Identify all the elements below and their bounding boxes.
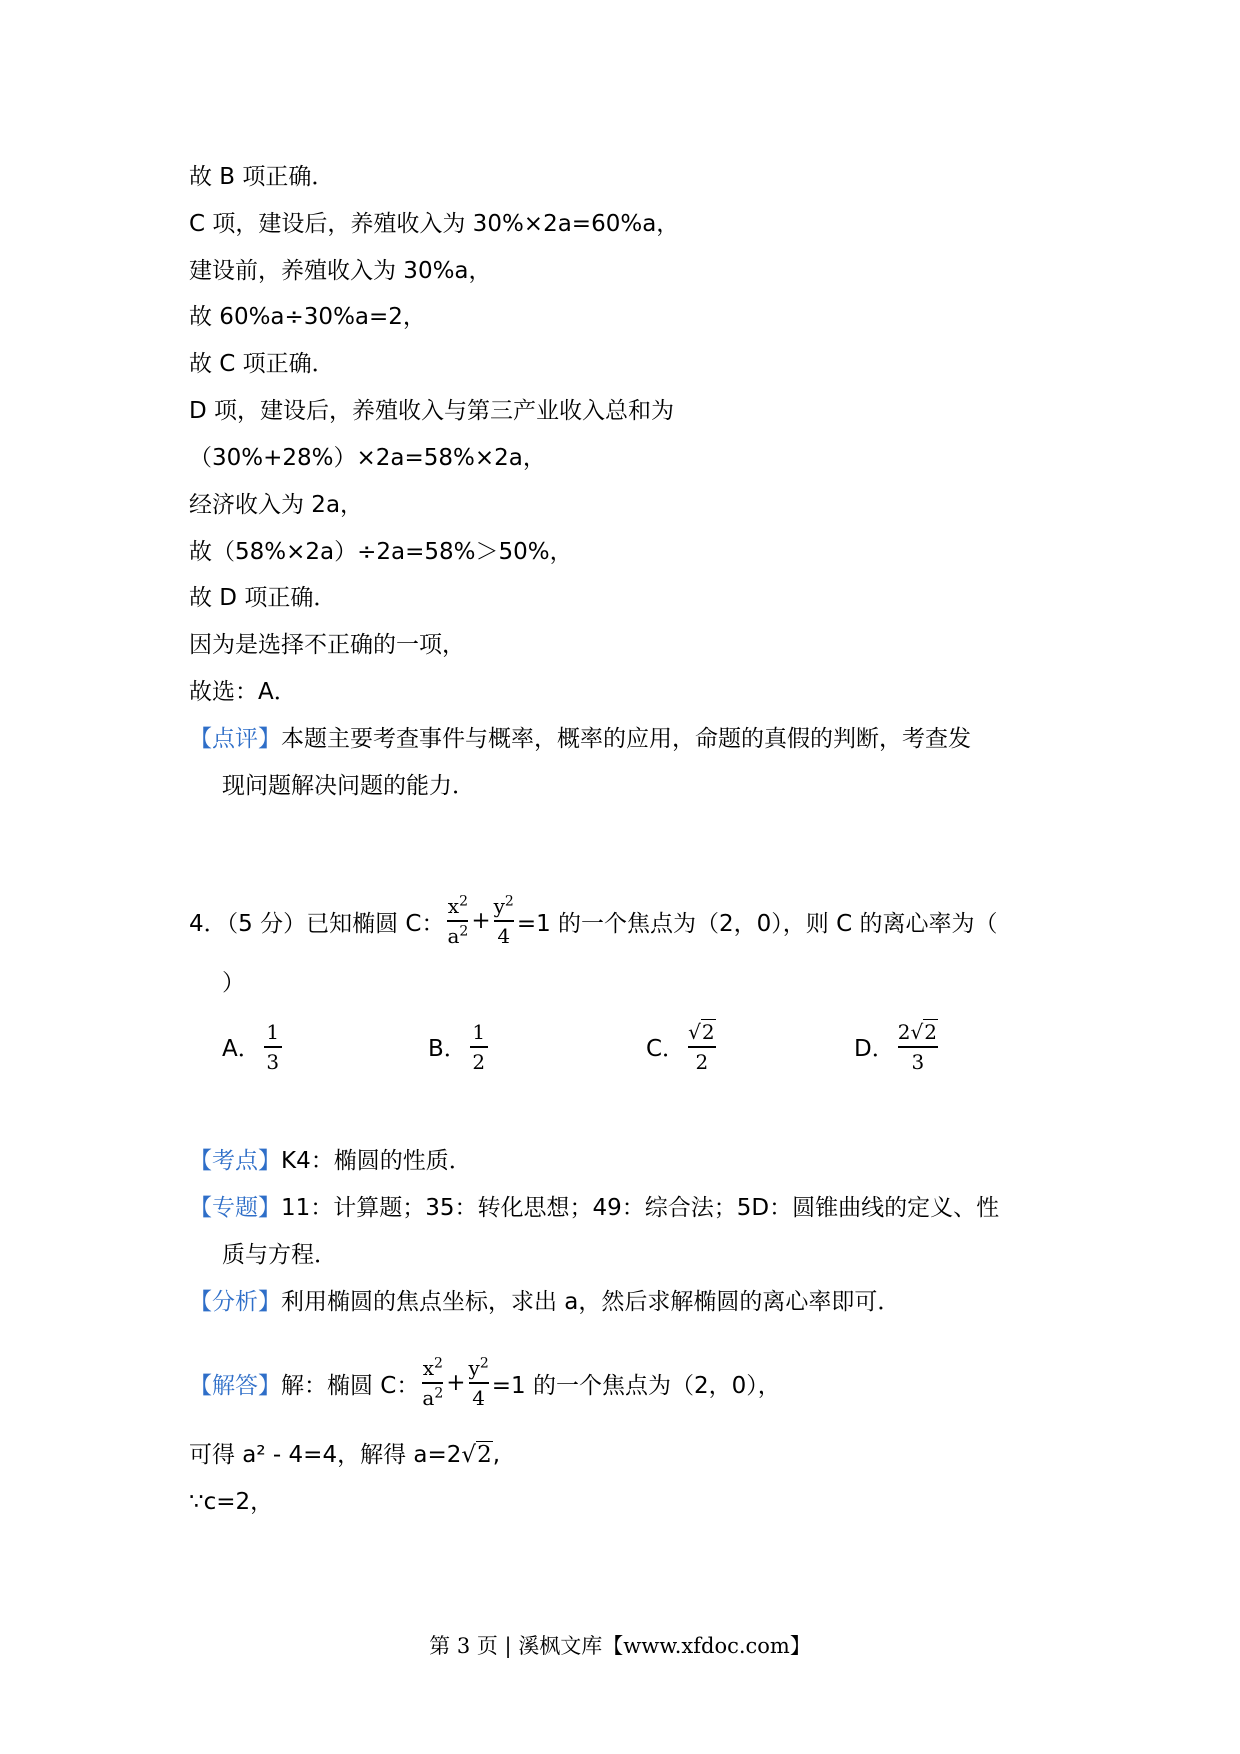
text-line: 故 D 项正确． [189, 585, 337, 611]
text-line: 故 60%a÷30%a=2， [189, 304, 426, 330]
text-line: C 项，建设后，养殖收入为 30%×2a=60%a， [189, 211, 680, 237]
question-close: ） [222, 970, 245, 996]
text-line: 因为是选择不正确的一项， [189, 632, 465, 658]
fenxi-line: 【分析】利用椭圆的焦点坐标，求出 a，然后求解椭圆的离心率即可． [189, 1289, 901, 1315]
option-a: A． $\frac{1}{3}$ [222, 1022, 285, 1072]
fraction-y2-4: $\frac{y^2}{4}$ [468, 1355, 489, 1410]
question-tail: =1 的一个焦点为（2，0），则 C 的离心率为（ [516, 910, 998, 937]
text-line: 建设前，养殖收入为 30%a， [189, 258, 492, 284]
text-line: 经济收入为 2a， [189, 492, 364, 518]
option-d: D． $\frac{2√2}{3}$ [854, 1020, 937, 1074]
text-line: 故（58%×2a）÷2a=58%＞50%， [189, 539, 573, 565]
zhuanti-line: 【专题】11：计算题；35：转化思想；49：综合法；5D：圆锥曲线的定义、性 [189, 1195, 1000, 1221]
text-line: （30%+28%）×2a=58%×2a， [189, 445, 546, 471]
fraction-y2-4: $\frac{y^2}{4}$ [493, 893, 514, 948]
text-line: 故 B 项正确． [189, 164, 335, 190]
text-line: 故 C 项正确． [189, 351, 335, 377]
review-line [189, 724, 971, 754]
question-stem [189, 886, 998, 956]
jieda-line: 【解答】 解：椭圆 C： $\frac{x^2}{a^2}$ + $\frac{y^2}{4}$ =1 的一个焦点为（2，0）， [189, 1355, 781, 1410]
fraction-x2-a2: $\frac{x^2}{a^2}$ [447, 893, 469, 948]
review-cont: 现问题解决问题的能力． [222, 773, 475, 799]
review-tag: 【点评】 [189, 726, 281, 752]
option-c: C． $\frac{√2}{2}$ [646, 1020, 715, 1074]
fraction-x2-a2: $\frac{x^2}{a^2}$ [422, 1355, 444, 1410]
plus-sign: + [471, 908, 491, 934]
solve-a-line: 可得 a² - 4=4，解得 a=2√2, [189, 1442, 501, 1468]
option-b: B． $\frac{1}{2}$ [428, 1022, 491, 1072]
zhuanti-cont: 质与方程． [222, 1242, 337, 1268]
kaodian-line: 【考点】K4：椭圆的性质． [189, 1148, 472, 1174]
review-text: 本题主要考查事件与概率，概率的应用，命题的真假的判断，考查发 [281, 726, 971, 752]
text-line: D 项，建设后，养殖收入与第三产业收入总和为 [189, 398, 675, 424]
text-line: 故选：A． [189, 679, 297, 705]
question-prefix: 4．（5 分）已知椭圆 C： [189, 910, 445, 937]
solve-c-line: ∵c=2， [189, 1489, 274, 1515]
page-footer: 第 3 页 | 溪枫文库【www.xfdoc.com】 [429, 1634, 811, 1658]
